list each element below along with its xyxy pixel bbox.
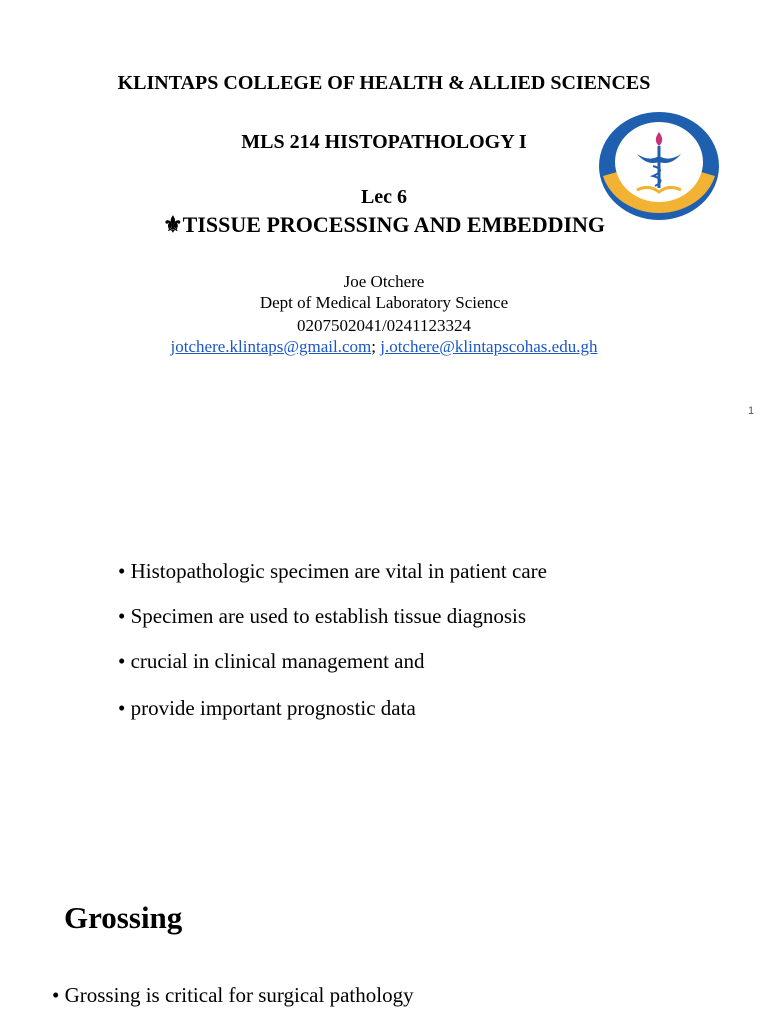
bullet-item: • Histopathologic specimen are vital in patient care bbox=[118, 559, 547, 583]
page-number: 1 bbox=[748, 405, 755, 417]
bullet-item: • Specimen are used to establish tissue diagnosis bbox=[118, 604, 527, 628]
email-link-gmail[interactable]: jotchere.klintaps@gmail.com bbox=[170, 337, 372, 356]
author-name: Joe Otchere bbox=[343, 272, 425, 291]
department: Dept of Medical Laboratory Science bbox=[259, 293, 509, 312]
college-logo bbox=[597, 110, 721, 222]
lecture-number: Lec 6 bbox=[360, 186, 408, 208]
section-heading: Grossing bbox=[64, 900, 183, 935]
email-link-school[interactable]: j.otchere@klintapscohas.edu.gh bbox=[380, 337, 598, 356]
course-title: MLS 214 HISTOPATHOLOGY I bbox=[241, 131, 527, 153]
college-name: KLINTAPS COLLEGE OF HEALTH & ALLIED SCIENCES bbox=[117, 72, 651, 94]
slide-title-text: TISSUE PROCESSING AND EMBEDDING bbox=[182, 212, 606, 237]
bullet-item: • Grossing is critical for surgical pathology bbox=[52, 983, 414, 1007]
bullet-item: • crucial in clinical management and bbox=[118, 649, 425, 673]
fleur-de-lis-icon: ⚜ bbox=[162, 212, 183, 237]
bullet-item: • provide important prognostic data bbox=[118, 696, 416, 720]
phone-numbers: 0207502041/0241123324 bbox=[296, 316, 472, 335]
emails bbox=[0, 337, 768, 356]
email-separator: ; bbox=[371, 337, 376, 356]
